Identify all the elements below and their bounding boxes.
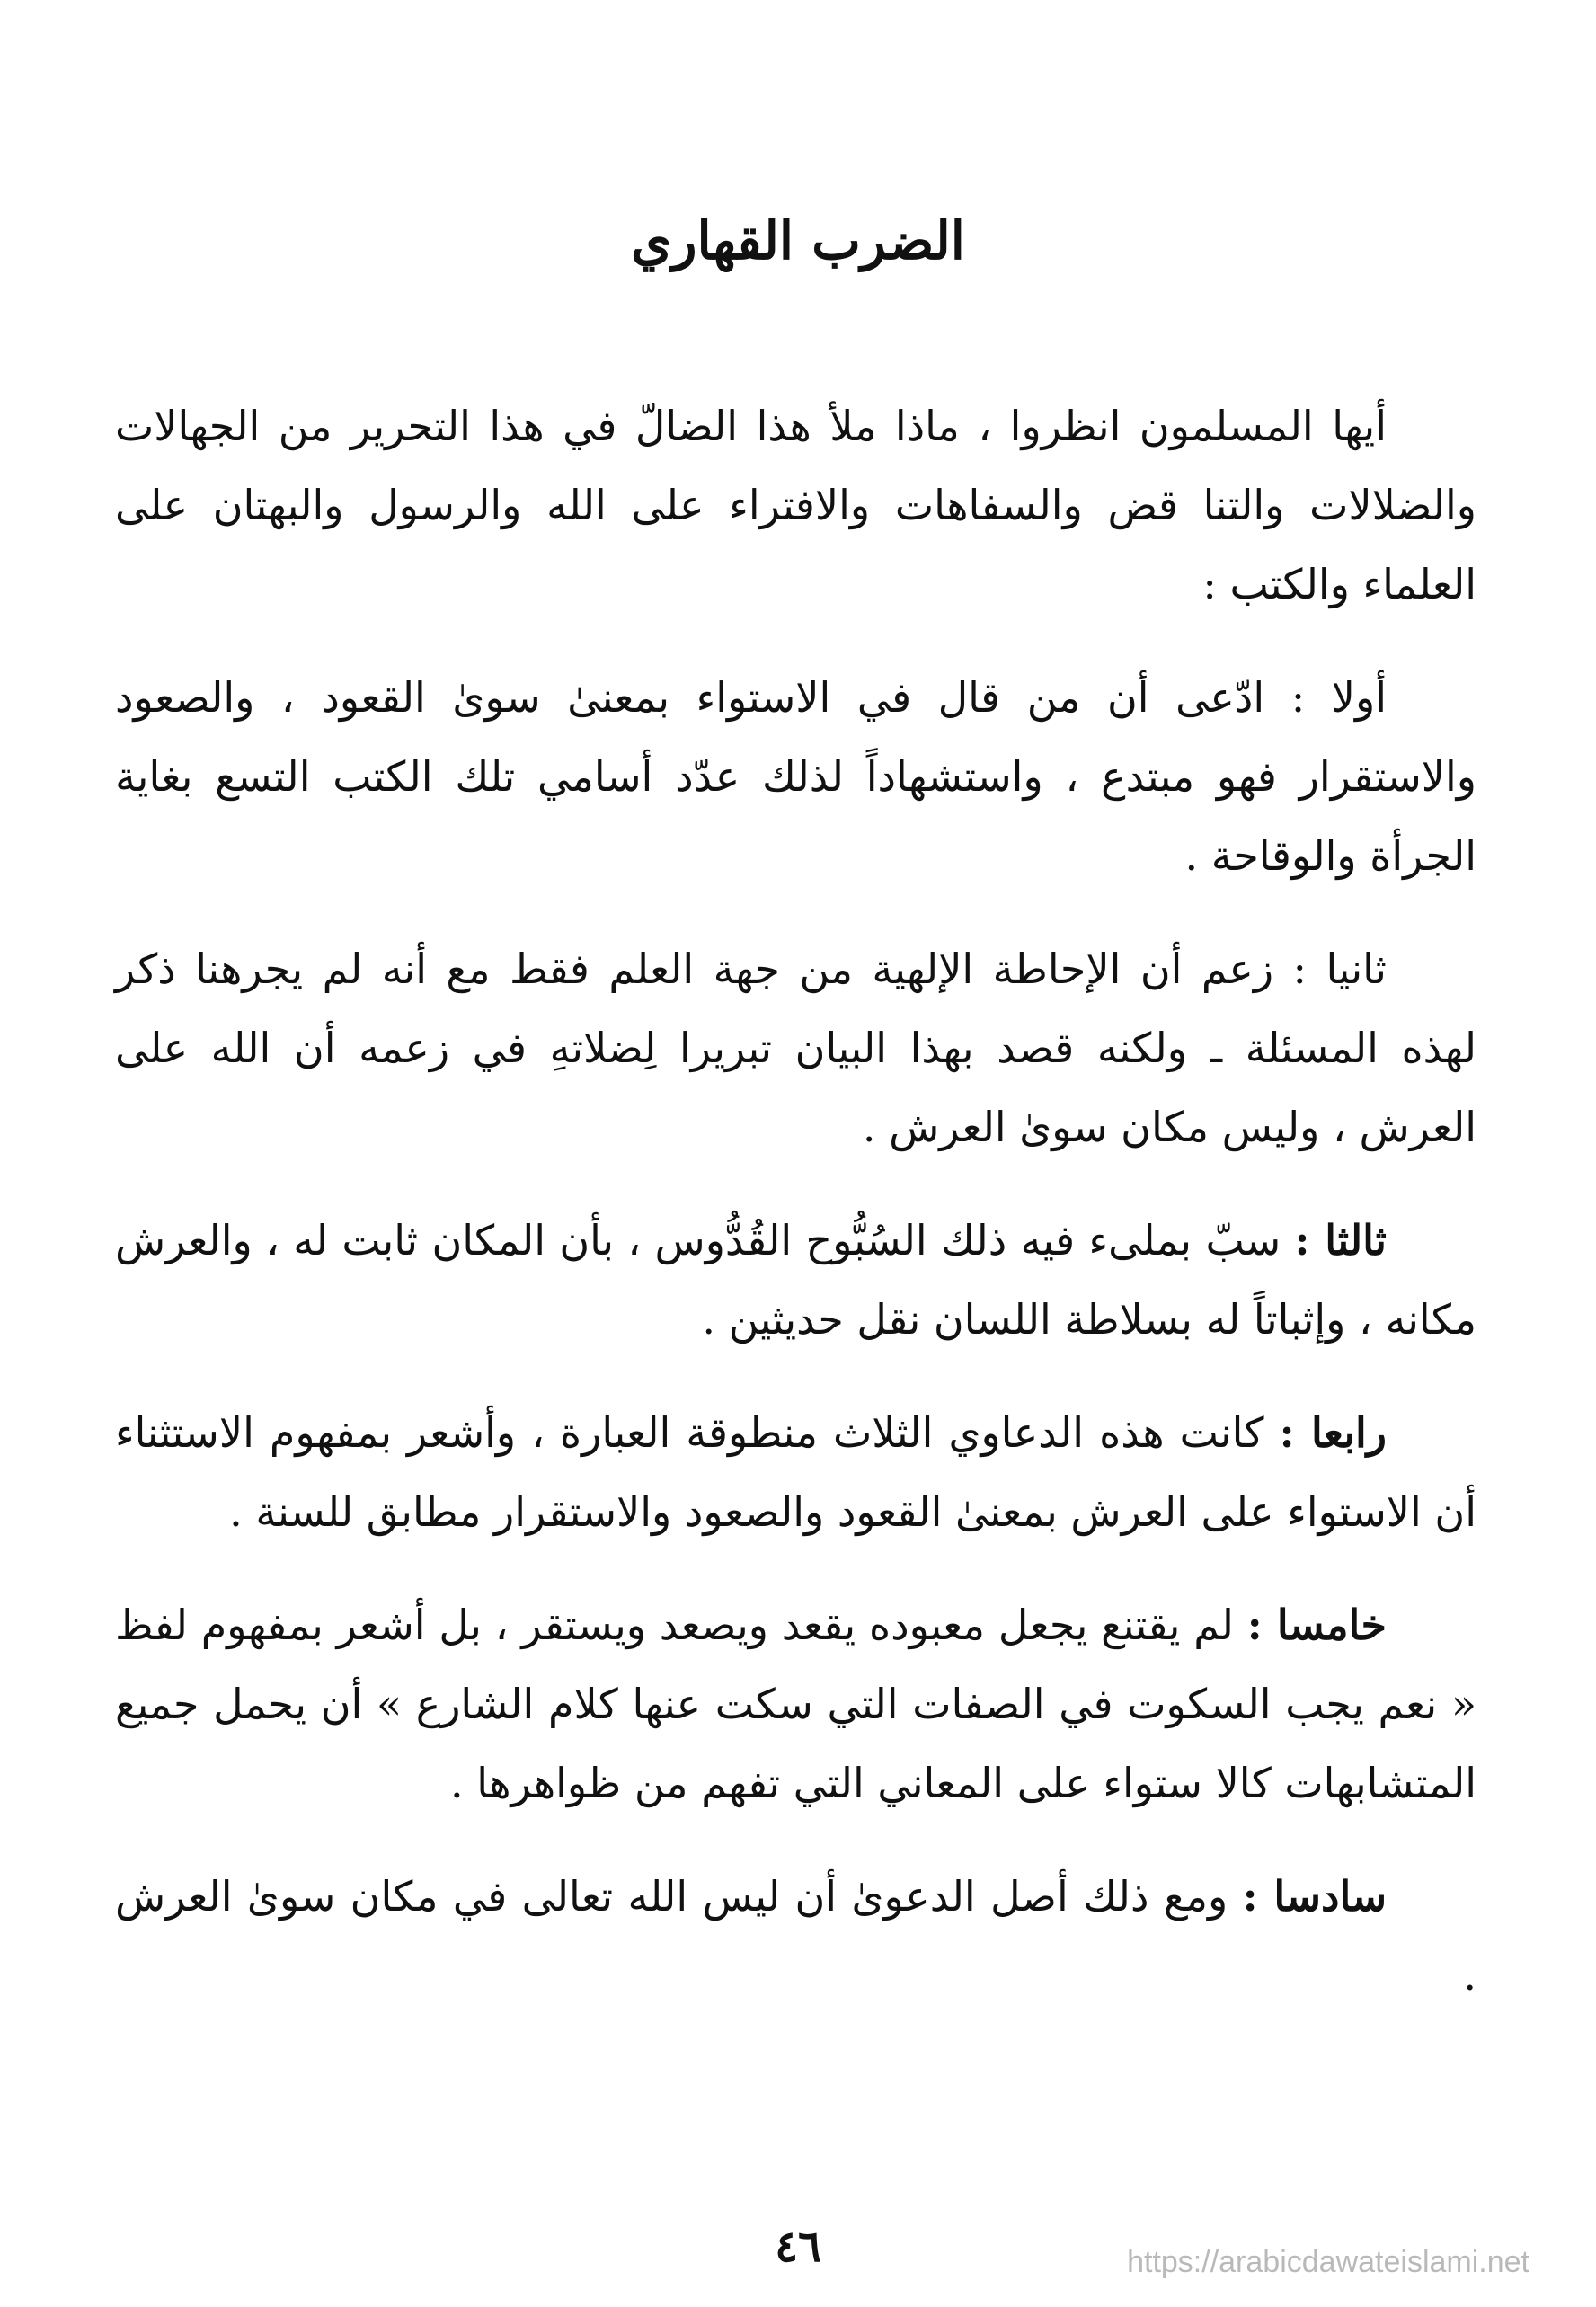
- paragraph-text: سبّ بملىء فيه ذلك السُبُّوح القُدُّوس ، بأن المكان ثابت له ، والعرش مكانه ، وإثباتاً له بسلاطة اللسان نقل حديثين .: [115, 1216, 1476, 1344]
- paragraph-text: ومع ذلك أصل الدعوىٰ أن ليس الله تعالى في مكان سوىٰ العرش .: [115, 1872, 1476, 2000]
- paragraph-lead: ثالثا :: [1294, 1216, 1387, 1264]
- watermark-url: https://arabicdawateislami.net: [1127, 2245, 1530, 2279]
- paragraph-lead: سادسا :: [1242, 1872, 1388, 1921]
- paragraph-fifth: [115, 1585, 1476, 1823]
- paragraph-lead: رابعا :: [1279, 1408, 1388, 1457]
- paragraph-sixth: [115, 1857, 1476, 2015]
- paragraph-lead: خامسا :: [1246, 1601, 1387, 1649]
- paragraph-intro: [115, 386, 1476, 624]
- body-text: [115, 386, 1476, 2049]
- page-title: الضرب القهاري: [631, 210, 965, 271]
- paragraph-text: كانت هذه الدعاوي الثلاث منطوقة العبارة ، وأشعر بمفهوم الاستثناء أن الاستواء على العرش بمعنىٰ القعود والصعود والاستقرار مطابق للسنة .: [115, 1408, 1476, 1536]
- page-number: ٤٦: [775, 2222, 821, 2272]
- paragraph-fourth: [115, 1393, 1476, 1551]
- paragraph-first: [115, 658, 1476, 895]
- paragraph-text: ثانيا : زعم أن الإحاطة الإلهية من جهة العلم فقط مع أنه لم يجرهنا ذكر لهذه المسئلة ـ ولكنه قصد بهذا البيان تبريرا لِضلاتهِ في زعمه أن الله على العرش ، وليس مكان سوىٰ العرش .: [115, 945, 1476, 1151]
- paragraph-second: [115, 929, 1476, 1167]
- paragraph-text: أيها المسلمون انظروا ، ماذا ملأ هذا الضالّ في هذا التحرير من الجهالات والضلالات والتنا قض والسفاهات والافتراء على الله والرسول والبهتان على العلماء والكتب :: [115, 402, 1476, 608]
- paragraph-text: أولا : ادّعى أن من قال في الاستواء بمعنىٰ سوىٰ القعود ، والصعود والاستقرار فهو مبتدع ، واستشهاداً لذلك عدّد أسامي تلك الكتب التسع بغاية الجرأة والوقاحة .: [115, 673, 1476, 880]
- paragraph-text: لم يقتنع يجعل معبوده يقعد ويصعد ويستقر ، بل أشعر بمفهوم لفظ « نعم يجب السكوت في الصفات التي سكت عنها كلام الشارع » أن يحمل جميع المتشابهات كالا ستواء على المعاني التي تفهم من ظواهرها .: [115, 1601, 1476, 1807]
- paragraph-third: [115, 1201, 1476, 1359]
